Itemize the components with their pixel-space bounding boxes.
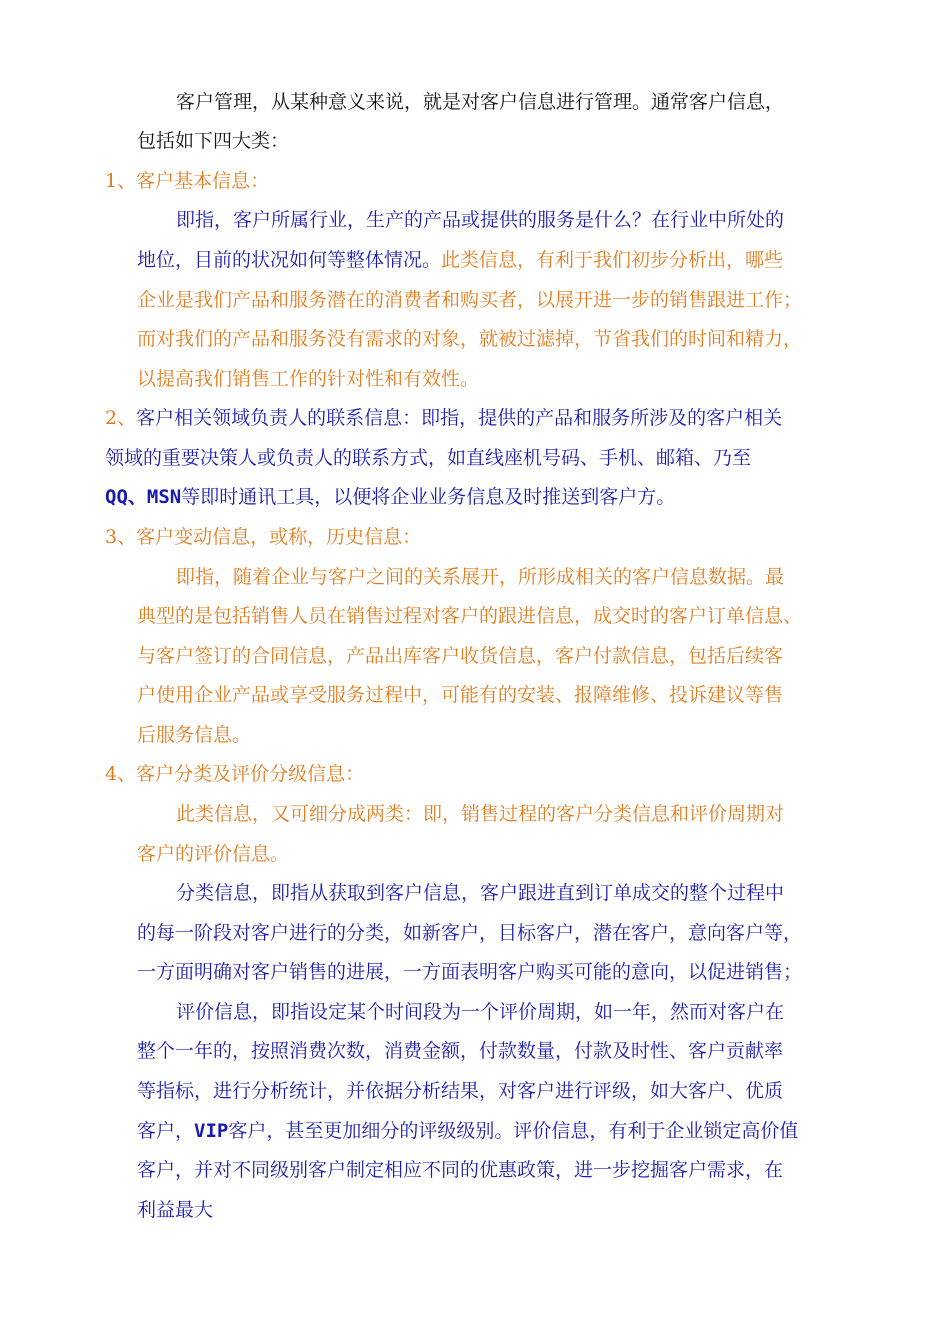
section-4-p1-line-2: 客户的评价信息。 [137,843,290,865]
section-1-heading: 1、客户基本信息： [105,170,270,192]
section-4-p1-line-1: 此类信息，又可细分成两类：即，销售过程的客户分类信息和评价周期对 [176,803,785,825]
section-3-line-5: 后服务信息。 [137,724,252,746]
section-1-line-2 [137,240,783,280]
section-1-line-1: 即指，客户所属行业，生产的产品或提供的服务是什么？在行业中所处的 [176,209,785,231]
section-1-line-5: 以提高我们销售工作的针对性和有效性。 [137,368,480,390]
section-4-p3-line-3: 等指标，进行分析统计，并依据分析结果，对客户进行评级，如大客户、优质 [137,1080,784,1102]
section-1-line-2-orange: 此类信息，有利于我们初步分析出，哪些 [441,249,784,271]
section-1-line-4: 而对我们的产品和服务没有需求的对象，就被过滤掉，节省我们的时间和精力， [137,328,803,350]
section-4-p3-line-1: 评价信息，即指设定某个时间段为一个评价周期，如一年，然而对客户在 [176,1001,785,1023]
section-4-vip-label: VIP [194,1120,229,1142]
section-3-line-1: 即指，随着企业与客户之间的关系展开，所形成相关的客户信息数据。最 [176,566,785,588]
section-4-p2-line-1: 分类信息，即指从获取到客户信息，客户跟进直到订单成交的整个过程中 [176,882,785,904]
section-2-line-3 [105,477,675,517]
section-4-p3-line-5: 客户，并对不同级别客户制定相应不同的优惠政策，进一步挖掘客户需求，在 [137,1159,784,1181]
section-4-heading: 4、客户分类及评价分级信息： [105,763,365,785]
section-4-p3-line-2: 整个一年的，按照消费次数，消费金额，付款数量，付款及时性、客户贡献率 [137,1040,784,1062]
section-1-line-2-blue: 地位，目前的状况如何等整体情况。 [137,249,442,271]
section-2-line-3-rest: 等即时通讯工具，以便将企业业务信息及时推送到客户方。 [181,486,676,508]
section-4-p3-line-4-a: 客户， [137,1120,195,1142]
section-2-latin-tools: QQ、MSN [105,486,182,508]
section-1-line-3: 企业是我们产品和服务潜在的消费者和购买者，以展开进一步的销售跟进工作； [137,289,803,311]
section-4-p3-line-6: 利益最大 [137,1199,214,1221]
section-4-p2-line-2: 的每一阶段对客户进行的分类，如新客户，目标客户，潜在客户，意向客户等， [137,922,803,944]
section-3-line-2: 典型的是包括销售人员在销售过程对客户的跟进信息，成交时的客户订单信息、 [137,605,803,627]
section-4-p3-line-4 [137,1111,798,1151]
section-4-p3-line-4-b: 客户，甚至更加细分的评级级别。评价信息，有利于企业锁定高价值 [228,1120,799,1142]
section-2-line-1 [105,398,782,438]
section-3-heading: 3、客户变动信息，或称，历史信息： [105,526,422,548]
section-3-line-4: 户使用企业产品或享受服务过程中，可能有的安装、报障维修、投诉建议等售 [137,684,784,706]
section-2-line-2: 领域的重要决策人或负责人的联系方式，如直线座机号码、手机、邮箱、乃至 [105,447,752,469]
section-2-number: 2、 [105,407,137,429]
section-2-line-1-text: 客户相关领域负责人的联系信息：即指，提供的产品和服务所涉及的客户相关 [136,407,783,429]
intro-line-2: 包括如下四大类： [137,130,290,152]
intro-line-1: 客户管理，从某种意义来说，就是对客户信息进行管理。通常客户信息， [176,91,785,113]
section-4-p2-line-3: 一方面明确对客户销售的进展，一方面表明客户购买可能的意向，以促进销售； [137,961,803,983]
section-3-line-3: 与客户签订的合同信息，产品出库客户收货信息，客户付款信息，包括后续客 [137,645,784,667]
